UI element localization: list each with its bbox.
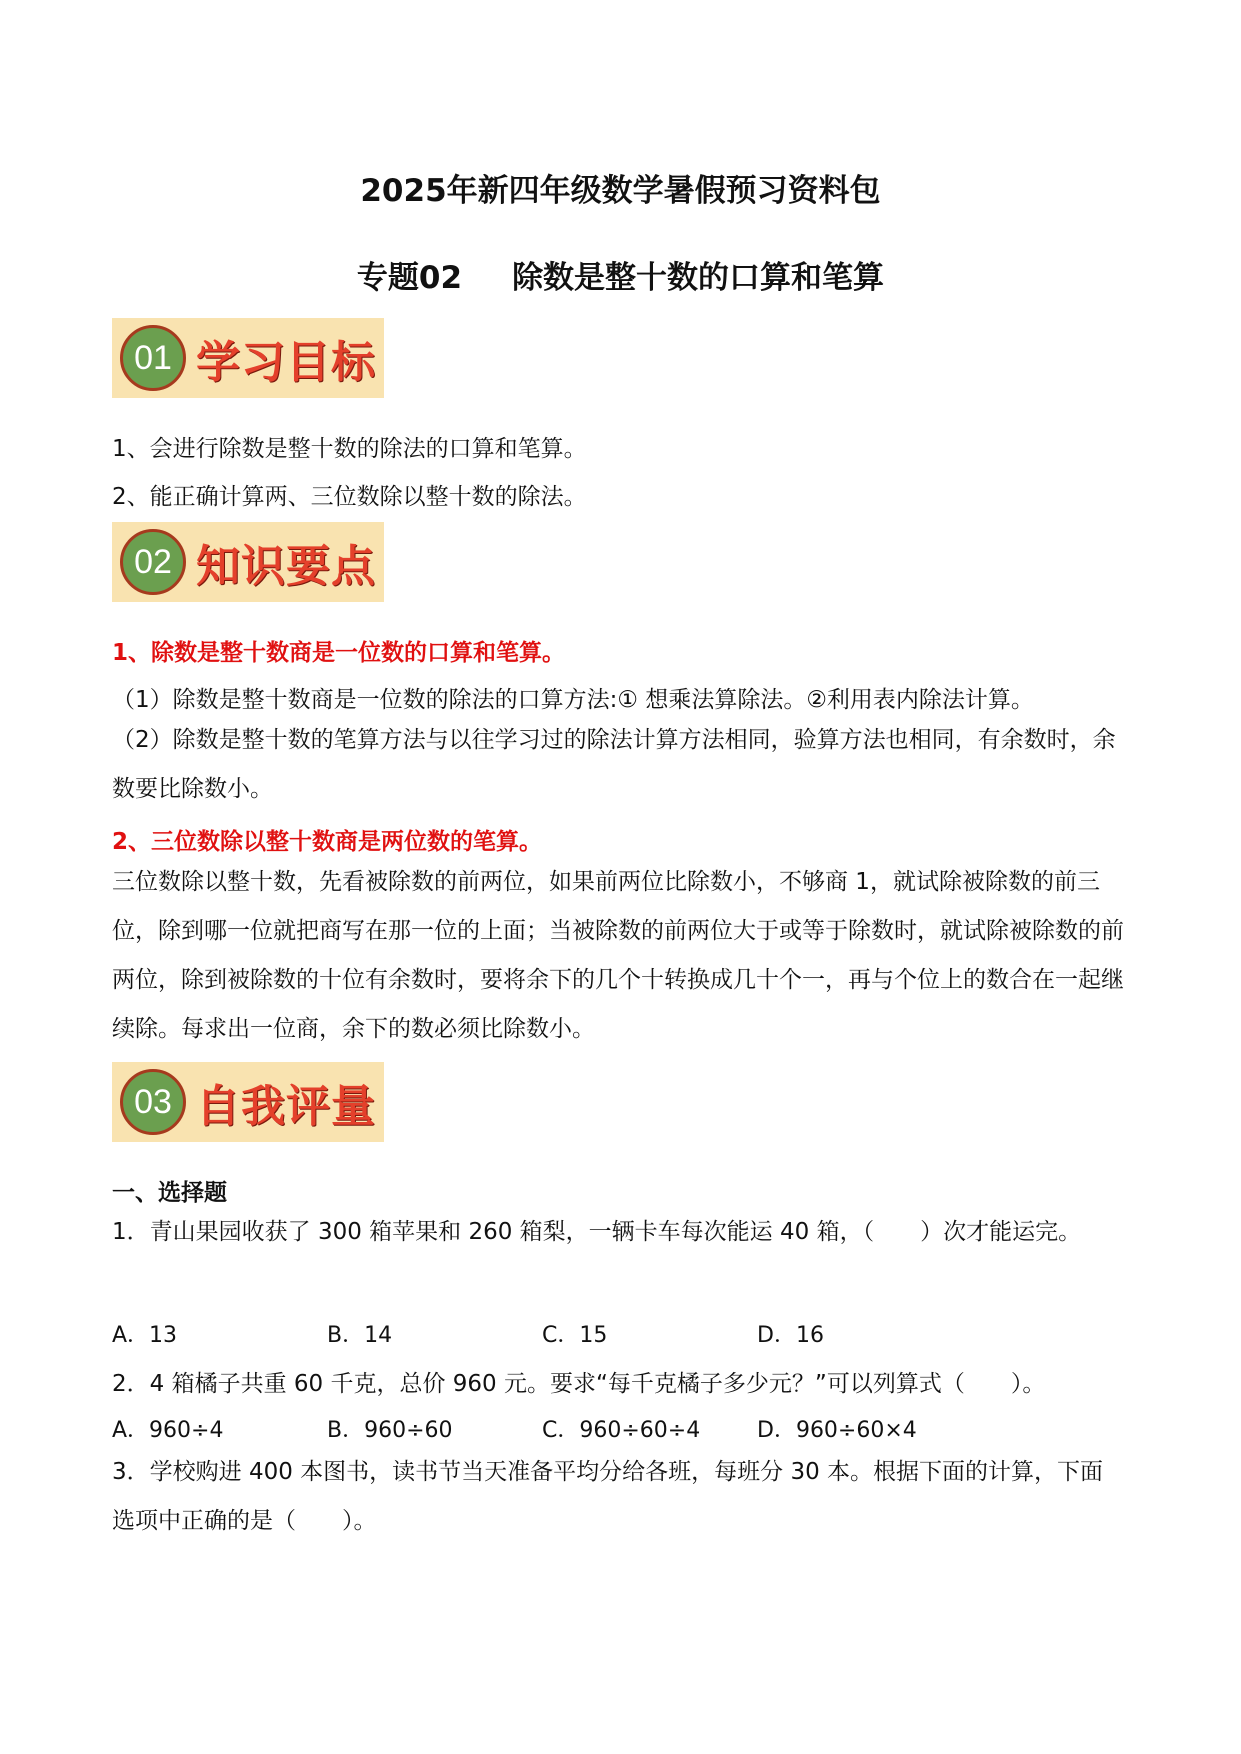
section-number-circle: 02 — [120, 529, 186, 595]
question-2: 2．4 箱橘子共重 60 千克，总价 960 元。要求“每千克橘子多少元？”可以列算式（ ）。 — [112, 1371, 1046, 1397]
question-1: 1．青山果园收获了 300 箱苹果和 260 箱梨，一辆卡车每次能运 40 箱，（ ）次才能运完。 — [112, 1219, 1082, 1245]
section-label: 学习目标 — [196, 337, 376, 388]
key-point-text: 三位数除以整十数，先看被除数的前两位，如果前两位比除数小，不够商 1，就试除被除数的前三位，除到哪一位就把商写在那一位的上面；当被除数的前两位大于或等于除数时，就试除被除数的前两位，除到被除数的十位有余数时，要将余下的几个十转换成几十个一，再与个位上的数合在一起继续除。每求出一位商，余下的数必须比除数小。 — [112, 869, 1124, 1042]
goal-item: 1、会进行除数是整十数的除法的口算和笔算。 — [112, 436, 587, 462]
section-number-circle: 01 — [120, 325, 186, 391]
topic-title — [0, 252, 1241, 297]
section-badge-self-assessment — [112, 1062, 384, 1142]
option-a: A．960÷4 — [112, 1418, 224, 1443]
key-point-heading: 2、三位数除以整十数商是两位数的笔算。 — [112, 829, 543, 855]
question-3: 3．学校购进 400 本图书，读书节当天准备平均分给各班，每班分 30 本。根据下面的计算，下面选项中正确的是（ ）。 — [112, 1459, 1104, 1534]
option-a: A．13 — [112, 1323, 178, 1348]
document-title: 2025年新四年级数学暑假预习资料包 — [360, 173, 881, 209]
goal-item: 2、能正确计算两、三位数除以整十数的除法。 — [112, 484, 587, 510]
section-number-circle: 03 — [120, 1069, 186, 1135]
key-point-heading: 1、除数是整十数商是一位数的口算和笔算。 — [112, 640, 566, 666]
key-point-text: （2）除数是整十数的笔算方法与以往学习过的除法计算方法相同，验算方法也相同，有余数时，余数要比除数小。 — [112, 727, 1116, 802]
key-point-text: （1）除数是整十数商是一位数的除法的口算方法:① 想乘法算除法。②利用表内除法计算。 — [112, 687, 1034, 713]
section-badge-goals — [112, 318, 384, 398]
topic-number: 专题02 — [356, 260, 463, 296]
option-b: B．960÷60 — [327, 1418, 453, 1443]
section-label: 知识要点 — [196, 541, 376, 592]
question-1-options — [112, 1318, 972, 1349]
section-label: 自我评量 — [196, 1081, 376, 1132]
option-c: C．15 — [542, 1323, 608, 1348]
topic-name: 除数是整十数的口算和笔算 — [512, 260, 885, 296]
quiz-heading: 一、选择题 — [112, 1180, 227, 1206]
question-2-options — [112, 1413, 972, 1444]
option-c: C．960÷60÷4 — [542, 1418, 701, 1443]
section-badge-key-points — [112, 522, 384, 602]
option-d: D．960÷60×4 — [757, 1418, 917, 1443]
option-d: D．16 — [757, 1323, 824, 1348]
option-b: B．14 — [327, 1323, 393, 1348]
